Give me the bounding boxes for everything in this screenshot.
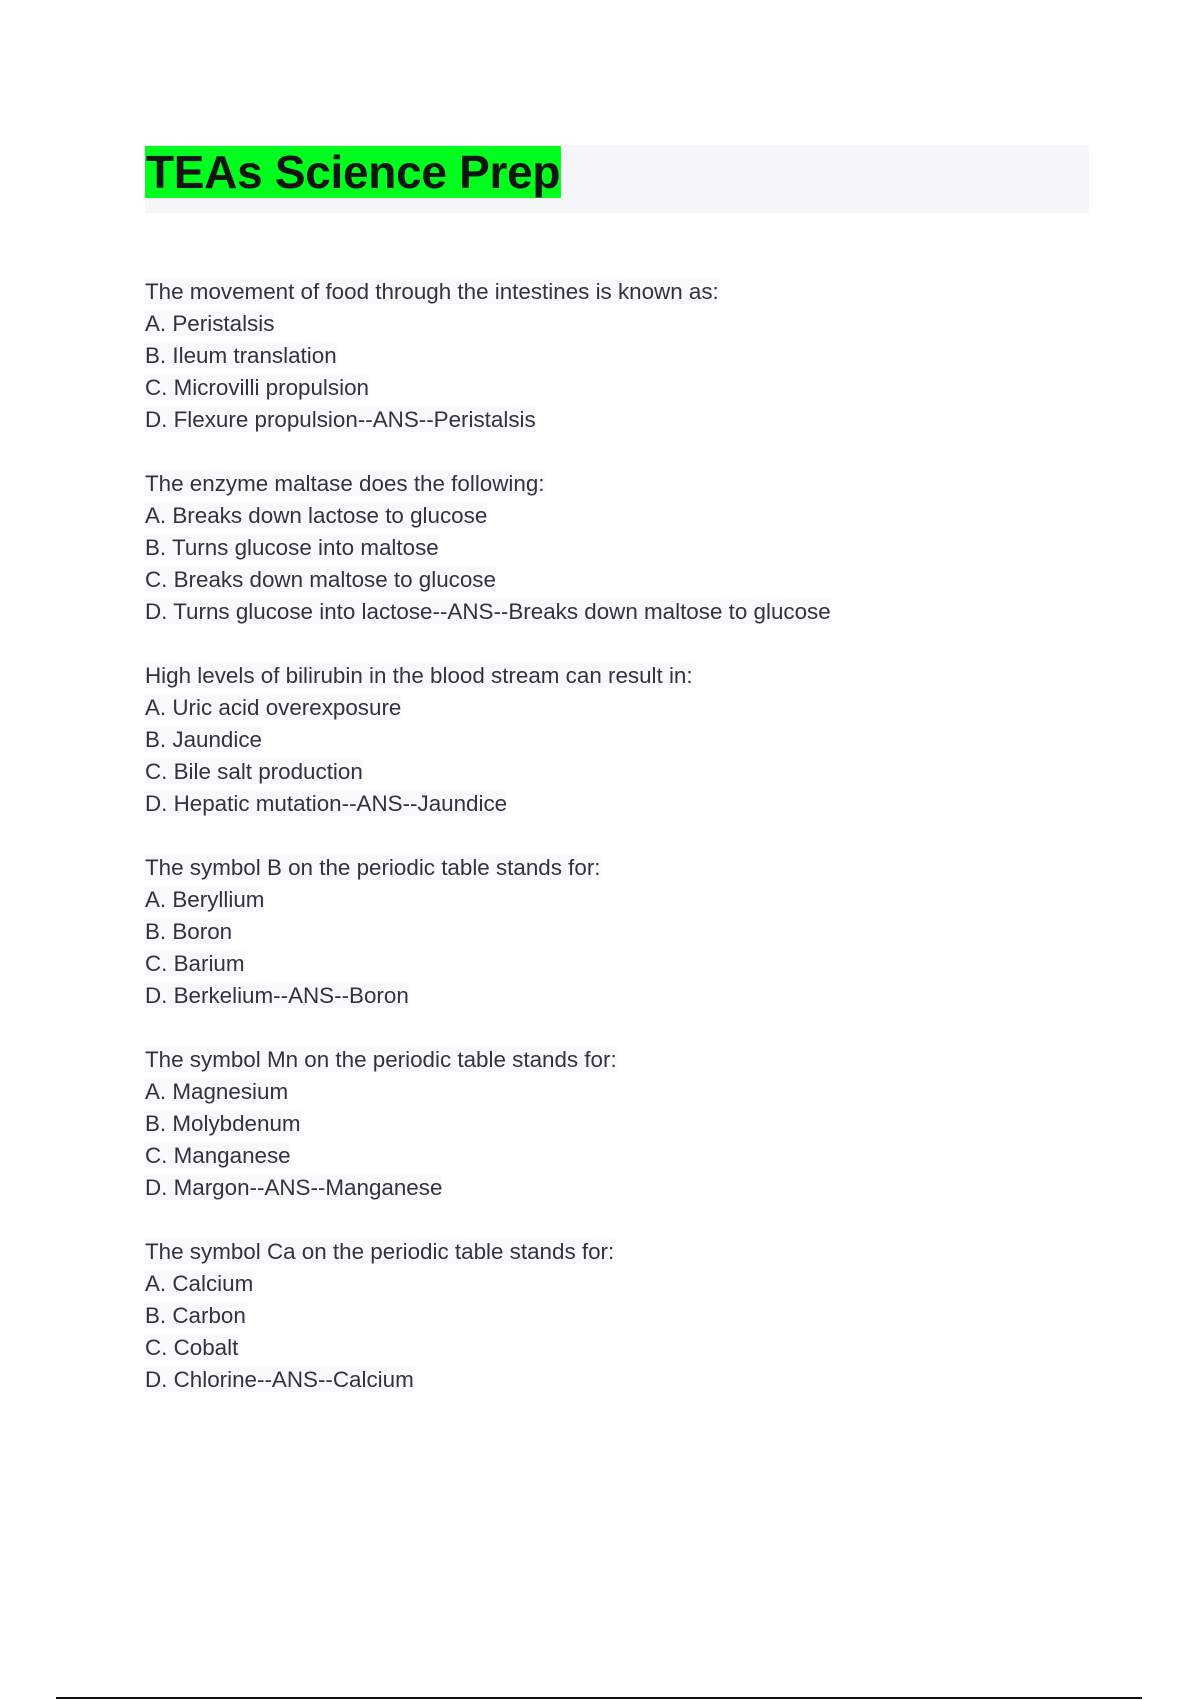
answer-option: C. Barium [145, 951, 245, 976]
question-prompt: The enzyme maltase does the following: [145, 471, 545, 496]
answer-option: A. Calcium [145, 1271, 254, 1296]
answer-option-with-answer: D. Chlorine--ANS--Calcium [145, 1367, 414, 1392]
answer-option: C. Breaks down maltose to glucose [145, 567, 496, 592]
answer-option: C. Microvilli propulsion [145, 375, 369, 400]
question-block [145, 660, 1095, 820]
answer-option: A. Breaks down lactose to glucose [145, 503, 488, 528]
answer-option: C. Bile salt production [145, 759, 363, 784]
answer-option: B. Carbon [145, 1303, 246, 1328]
question-prompt: The movement of food through the intestines is known as: [145, 279, 719, 304]
answer-option: B. Molybdenum [145, 1111, 301, 1136]
answer-option-with-answer: D. Turns glucose into lactose--ANS--Breaks down maltose to glucose [145, 599, 831, 624]
question-block [145, 276, 1095, 436]
page-title: TEAs Science Prep [146, 146, 561, 198]
question-block [145, 1236, 1095, 1396]
answer-option: B. Ileum translation [145, 343, 337, 368]
question-list [145, 276, 1095, 1428]
question-prompt: The symbol B on the periodic table stands for: [145, 855, 601, 880]
answer-option: B. Jaundice [145, 727, 263, 752]
answer-option: A. Peristalsis [145, 311, 275, 336]
answer-option: A. Magnesium [145, 1079, 289, 1104]
question-block [145, 1044, 1095, 1204]
question-prompt: The symbol Mn on the periodic table stands for: [145, 1047, 617, 1072]
answer-option: C. Cobalt [145, 1335, 239, 1360]
answer-option-with-answer: D. Berkelium--ANS--Boron [145, 983, 409, 1008]
answer-option-with-answer: D. Hepatic mutation--ANS--Jaundice [145, 791, 508, 816]
question-block [145, 852, 1095, 1012]
answer-option: A. Uric acid overexposure [145, 695, 402, 720]
answer-option: A. Beryllium [145, 887, 265, 912]
footer-rule [56, 1697, 1142, 1699]
question-block [145, 468, 1095, 628]
answer-option-with-answer: D. Flexure propulsion--ANS--Peristalsis [145, 407, 536, 432]
answer-option-with-answer: D. Margon--ANS--Manganese [145, 1175, 443, 1200]
question-prompt: High levels of bilirubin in the blood stream can result in: [145, 663, 693, 688]
answer-option: B. Boron [145, 919, 233, 944]
answer-option: C. Manganese [145, 1143, 291, 1168]
question-prompt: The symbol Ca on the periodic table stands for: [145, 1239, 615, 1264]
answer-option: B. Turns glucose into maltose [145, 535, 439, 560]
